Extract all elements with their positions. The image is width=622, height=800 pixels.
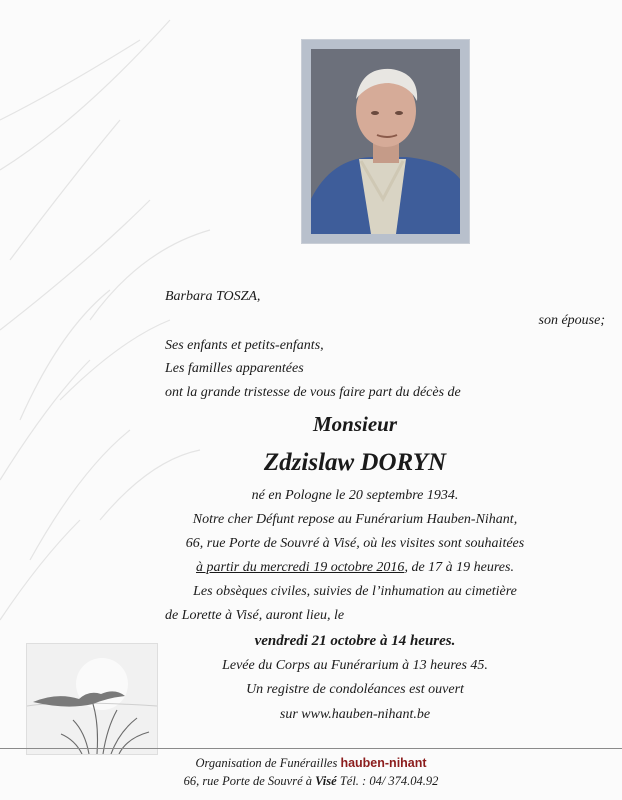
portrait-frame bbox=[302, 40, 469, 243]
birth-info: né en Pologne le 20 septembre 1934. bbox=[251, 488, 459, 503]
deceased-name: Zdzislaw DORYN bbox=[263, 449, 447, 476]
spouse-name: Barbara TOSZA, bbox=[165, 289, 261, 304]
footer-divider bbox=[0, 748, 622, 749]
footer-address bbox=[0, 774, 622, 789]
family-children: Ses enfants et petits-enfants, bbox=[165, 338, 324, 353]
rest-line-1: Notre cher Défunt repose au Funérarium Hauben-Nihant, bbox=[192, 512, 518, 527]
bird-illustration bbox=[26, 643, 158, 755]
announcement-line: ont la grande tristesse de vous faire part du décès de bbox=[165, 385, 461, 400]
obsequies-line-1: Les obsèques civiles, suivies de l’inhumation au cimetière bbox=[193, 584, 517, 599]
visits-hours: , de 17 à 19 heures. bbox=[404, 560, 514, 575]
footer-organisation bbox=[0, 756, 622, 771]
footer-street: 66, rue Porte de Souvré à bbox=[183, 774, 316, 788]
footer-org-label: Organisation de Funérailles bbox=[195, 756, 341, 770]
lift-info: Levée du Corps au Funérarium à 13 heures 45. bbox=[222, 658, 488, 673]
spouse-relation: son épouse; bbox=[538, 313, 605, 328]
footer-city: Visé bbox=[315, 774, 337, 788]
deceased-title: Monsieur bbox=[312, 412, 398, 436]
portrait-photo bbox=[311, 49, 460, 234]
visits-date: à partir du mercredi 19 octobre 2016 bbox=[196, 560, 405, 575]
visits-line bbox=[165, 559, 545, 577]
rest-line-2: 66, rue Porte de Souvré à Visé, où les visites sont souhaitées bbox=[185, 536, 525, 551]
website-link[interactable]: sur www.hauben-nihant.be bbox=[279, 707, 431, 722]
funeral-date: vendredi 21 octobre à 14 heures. bbox=[254, 633, 456, 649]
family-relatives: Les familles apparentées bbox=[165, 361, 304, 376]
register-info: Un registre de condoléances est ouvert bbox=[246, 682, 464, 697]
footer-phone: Tél. : 04/ 374.04.92 bbox=[336, 774, 439, 788]
footer-brand: hauben-nihant bbox=[340, 756, 427, 770]
obsequies-line-2: de Lorette à Visé, auront lieu, le bbox=[165, 608, 345, 623]
